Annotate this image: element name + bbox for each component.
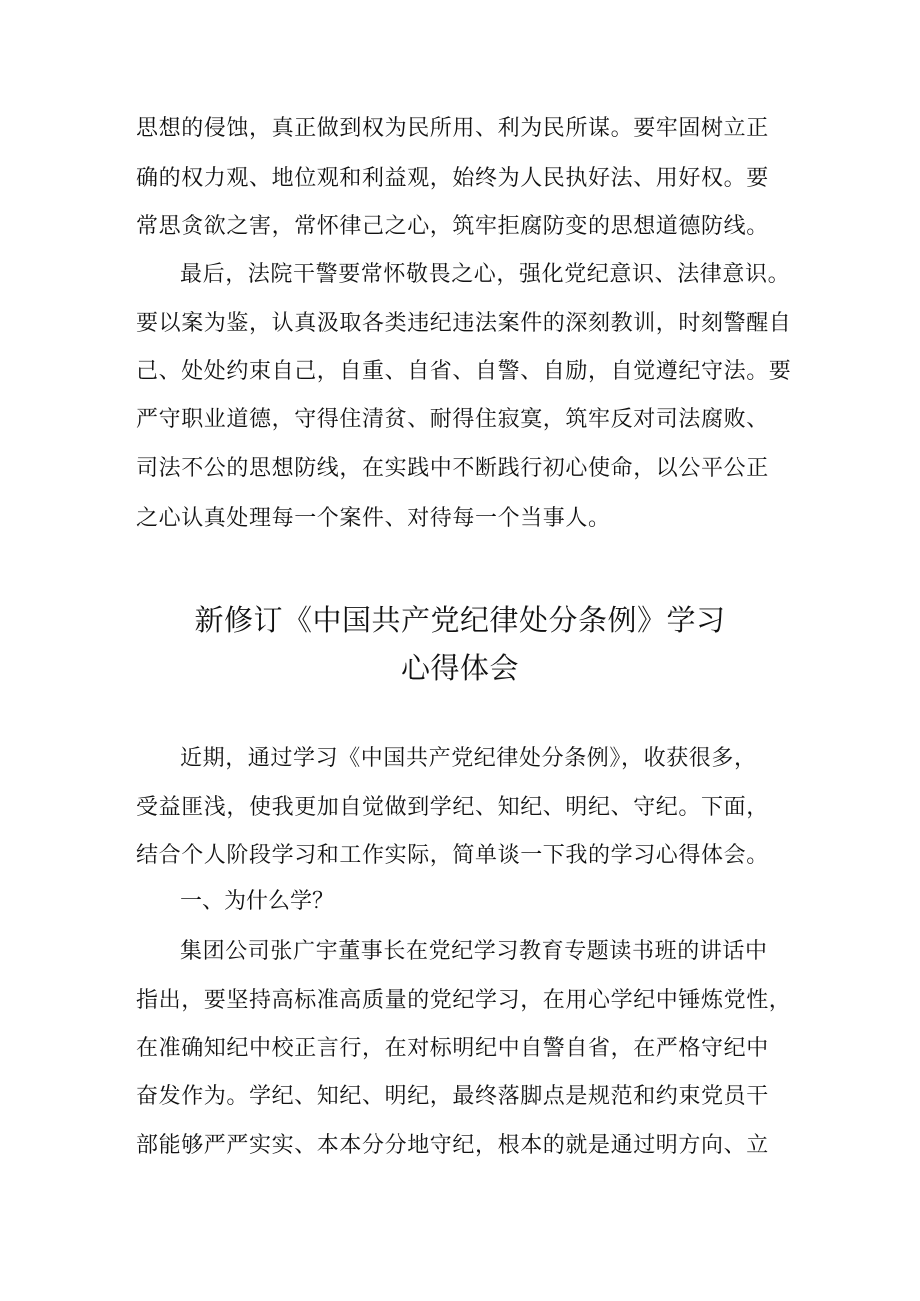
- paragraph-line: 奋发作为。学纪、知纪、明纪，最终落脚点是规范和约束党员干: [136, 1084, 769, 1109]
- paragraph-line: 集团公司张广宇董事长在党纪学习教育专题读书班的讲话中: [180, 939, 768, 964]
- paragraph-line: 己、处处约束自己，自重、自省、自警、自励，自觉遵纪守法。要: [136, 359, 792, 384]
- paragraph-line: 严守职业道德，守得住清贫、耐得住寂寞，筑牢反对司法腐败、: [136, 407, 769, 432]
- page-title: 心得体会: [400, 651, 519, 685]
- paragraph-line: 在准确知纪中校正言行，在对标明纪中自警自省，在严格守纪中: [136, 1036, 769, 1061]
- paragraph-line: 最后，法院干警要常怀敬畏之心，强化党纪意识、法律意识。: [180, 262, 791, 287]
- paragraph-line: 思想的侵蚀，真正做到权为民所用、利为民所谋。要牢固树立正: [136, 116, 769, 141]
- paragraph-line: 部能够严严实实、本本分分地守纪，根本的就是通过明方向、立: [136, 1133, 769, 1158]
- paragraph-line: 之心认真处理每一个案件、对待每一个当事人。: [136, 506, 611, 531]
- page-title: 新修订《中国共产党纪律处分条例》学习: [194, 603, 726, 637]
- paragraph-line: 结合个人阶段学习和工作实际，简单谈一下我的学习心得体会。: [136, 843, 769, 868]
- paragraph-line: 司法不公的思想防线，在实践中不断践行初心使命，以公平公正: [136, 456, 769, 481]
- section-heading: 一、为什么学？: [180, 889, 335, 914]
- paragraph-line: 常思贪欲之害，常怀律己之心，筑牢拒腐防变的思想道德防线。: [136, 214, 769, 239]
- paragraph-line: 指出，要坚持高标准高质量的党纪学习，在用心学纪中锤炼党性，: [136, 988, 792, 1013]
- paragraph-line: 近期，通过学习《中国共产党纪律处分条例》，收获很多，: [180, 746, 757, 771]
- paragraph-line: 确的权力观、地位观和利益观，始终为人民执好法、用好权。要: [136, 166, 769, 191]
- paragraph-line: 要以案为鉴，认真汲取各类违纪违法案件的深刻教训，时刻警醒自: [136, 311, 792, 336]
- paragraph-line: 受益匪浅，使我更加自觉做到学纪、知纪、明纪、守纪。下面，: [136, 795, 769, 820]
